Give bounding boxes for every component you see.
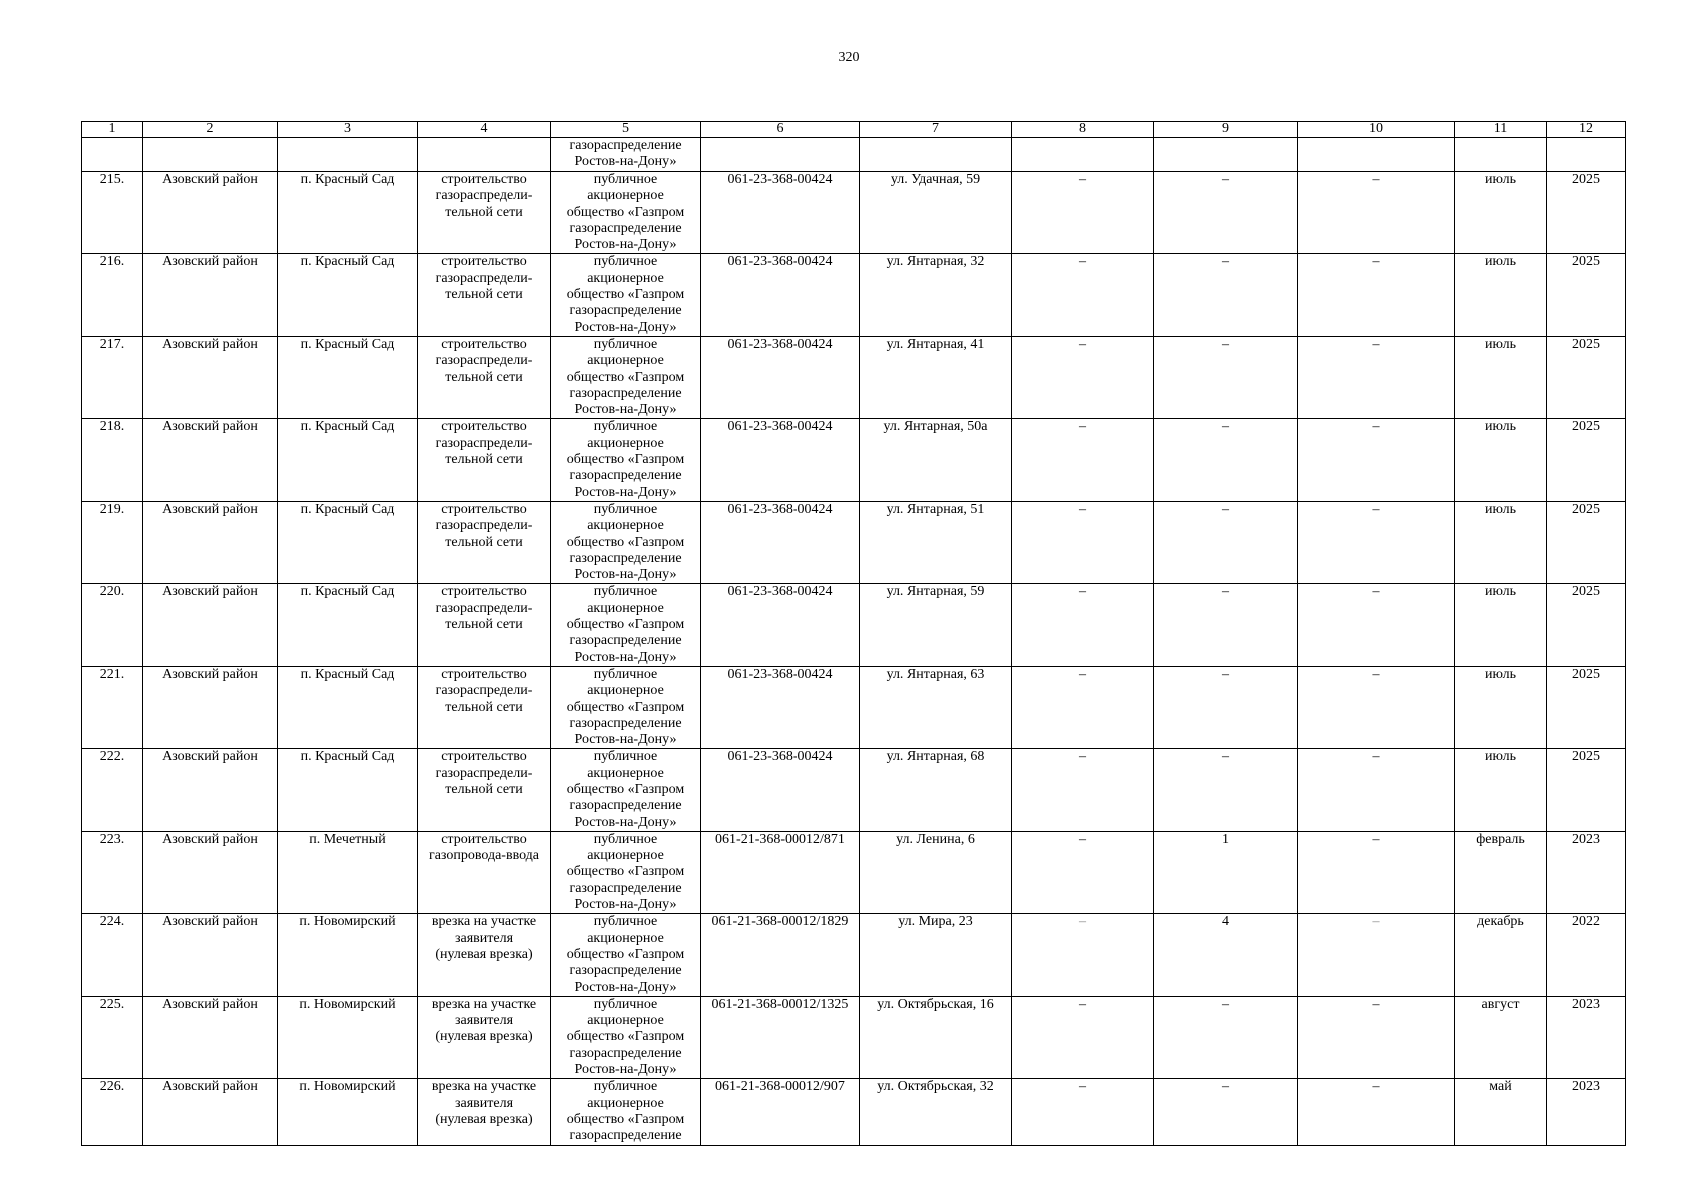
registration-code-cell: 061-23-368-00424	[701, 419, 860, 501]
column-10-cell: –	[1298, 501, 1455, 583]
organization-cell-line: общество «Газпром	[566, 287, 685, 303]
organization-cell-line: общество «Газпром	[566, 617, 685, 633]
organization-cell-line: Ростов-на-Дону»	[574, 732, 677, 748]
organization-cell-line: общество «Газпром	[566, 534, 685, 550]
month-cell: май	[1455, 1079, 1547, 1145]
organization-cell-line: газораспределение	[569, 220, 682, 236]
organization-cell-line: публичное	[593, 501, 658, 517]
column-9-cell: –	[1154, 254, 1298, 336]
organization-cell-line: Ростов-на-Дону»	[574, 897, 677, 913]
work-type-cell-line: тельной сети	[445, 699, 523, 715]
organization-cell	[551, 336, 701, 418]
column-8-cell: –	[1012, 584, 1154, 666]
column-8-cell: –	[1012, 914, 1154, 996]
work-type-cell-line: газораспредели-	[435, 435, 533, 451]
organization-cell-line: публичное	[593, 336, 658, 352]
organization-cell-line: публичное	[593, 419, 658, 435]
locality-cell: п. Красный Сад	[278, 254, 418, 336]
table-row	[82, 1079, 1626, 1145]
column-8-cell: –	[1012, 749, 1154, 831]
row-number: 226.	[82, 1079, 143, 1145]
organization-cell-line: общество «Газпром	[566, 699, 685, 715]
column-10-cell: –	[1298, 584, 1455, 666]
month-cell: июль	[1455, 172, 1547, 254]
column-8-cell: –	[1012, 254, 1154, 336]
table-row	[82, 666, 1626, 748]
work-type-cell-line: тельной сети	[445, 781, 523, 797]
organization-cell-line: публичное	[593, 749, 658, 765]
registration-code-cell: 061-23-368-00424	[701, 501, 860, 583]
work-type-cell-line: строительство	[441, 831, 527, 847]
organization-cell	[551, 749, 701, 831]
organization-cell-line: публичное	[593, 254, 658, 270]
organization-cell-line: общество «Газпром	[566, 1111, 685, 1127]
year-cell: 2023	[1547, 1079, 1626, 1145]
locality-cell: п. Красный Сад	[278, 336, 418, 418]
address-cell: ул. Удачная, 59	[860, 172, 1012, 254]
district-cell: Азовский район	[143, 254, 278, 336]
column-9-cell: –	[1154, 419, 1298, 501]
district-cell: Азовский район	[143, 996, 278, 1078]
address-cell: ул. Октябрьская, 16	[860, 996, 1012, 1078]
organization-cell-line: акционерное	[587, 270, 664, 286]
row-number: 218.	[82, 419, 143, 501]
column-8-cell: –	[1012, 172, 1154, 254]
col-number-3: 3	[278, 122, 418, 138]
organization-cell-line: публичное	[593, 831, 658, 847]
table-row	[82, 419, 1626, 501]
work-type-cell-line: газораспредели-	[435, 188, 533, 204]
organization-cell	[551, 914, 701, 996]
month-cell: февраль	[1455, 831, 1547, 913]
organization-cell-line: публичное	[593, 666, 658, 682]
column-8-cell: –	[1012, 996, 1154, 1078]
organization-cell-line: газораспределение	[569, 385, 682, 401]
registration-code-cell: 061-21-368-00012/1325	[701, 996, 860, 1078]
organization-cell-line: публичное	[593, 584, 658, 600]
table-row	[82, 831, 1626, 913]
organization-cell-line: публичное	[593, 1079, 658, 1095]
address-cell: ул. Янтарная, 41	[860, 336, 1012, 418]
work-type-cell-line: строительство	[441, 254, 527, 270]
column-10-cell: –	[1298, 172, 1455, 254]
organization-cell-line: общество «Газпром	[566, 1029, 685, 1045]
work-type-cell-line: тельной сети	[445, 617, 523, 633]
work-type-cell-line: газопровода-ввода	[428, 848, 540, 864]
column-9-cell: –	[1154, 996, 1298, 1078]
district-cell: Азовский район	[143, 666, 278, 748]
organization-cell-line: Ростов-на-Дону»	[574, 484, 677, 500]
work-type-cell-line: врезка на участке	[431, 914, 537, 930]
month-cell: август	[1455, 996, 1547, 1078]
column-8-cell: –	[1012, 336, 1154, 418]
year-cell: 2022	[1547, 914, 1626, 996]
table-row	[82, 172, 1626, 254]
work-type-cell-line: тельной сети	[445, 287, 523, 303]
year-cell: 2023	[1547, 831, 1626, 913]
address-cell: ул. Ленина, 6	[860, 831, 1012, 913]
table-row	[82, 914, 1626, 996]
work-type-cell	[418, 749, 551, 831]
organization-cell-line: газораспределение	[569, 880, 682, 896]
organization-cell	[551, 254, 701, 336]
col-number-10: 10	[1298, 122, 1455, 138]
column-10-cell: –	[1298, 914, 1455, 996]
work-type-cell	[418, 996, 551, 1078]
column-10-cell: –	[1298, 1079, 1455, 1145]
row-number: 222.	[82, 749, 143, 831]
organization-cell-line: газораспределение	[569, 550, 682, 566]
locality-cell: п. Красный Сад	[278, 666, 418, 748]
work-type-cell-line: строительство	[441, 749, 527, 765]
address-cell: ул. Янтарная, 50а	[860, 419, 1012, 501]
table-row	[82, 749, 1626, 831]
column-9-cell: –	[1154, 501, 1298, 583]
row-number: 223.	[82, 831, 143, 913]
organization-cell-line: акционерное	[587, 353, 664, 369]
organization-cell-line: общество «Газпром	[566, 452, 685, 468]
row-number: 215.	[82, 172, 143, 254]
organization-cell-line: газораспределение	[569, 303, 682, 319]
continuation-org-line: газораспределение	[569, 138, 682, 153]
month-cell: июль	[1455, 666, 1547, 748]
locality-cell: п. Новомирский	[278, 996, 418, 1078]
row-number: 225.	[82, 996, 143, 1078]
organization-cell-line: Ростов-на-Дону»	[574, 814, 677, 830]
organization-cell	[551, 666, 701, 748]
column-8-cell: –	[1012, 419, 1154, 501]
column-10-cell: –	[1298, 336, 1455, 418]
work-type-cell-line: тельной сети	[445, 204, 523, 220]
organization-cell-line: Ростов-на-Дону»	[574, 237, 677, 253]
row-number: 221.	[82, 666, 143, 748]
row-number: 217.	[82, 336, 143, 418]
district-cell: Азовский район	[143, 1079, 278, 1145]
column-8-cell: –	[1012, 666, 1154, 748]
col-number-5: 5	[551, 122, 701, 138]
organization-cell-line: публичное	[593, 172, 658, 187]
organization-cell-line: общество «Газпром	[566, 369, 685, 385]
registration-code-cell: 061-21-368-00012/871	[701, 831, 860, 913]
year-cell: 2025	[1547, 336, 1626, 418]
work-type-cell	[418, 336, 551, 418]
col-number-9: 9	[1154, 122, 1298, 138]
address-cell: ул. Янтарная, 59	[860, 584, 1012, 666]
organization-cell-line: акционерное	[587, 435, 664, 451]
continuation-org-line: Ростов-на-Дону»	[574, 154, 677, 170]
registration-code-cell: 061-23-368-00424	[701, 254, 860, 336]
column-9-cell: –	[1154, 666, 1298, 748]
month-cell: июль	[1455, 336, 1547, 418]
organization-cell-line: акционерное	[587, 1095, 664, 1111]
organization-cell-line: газораспределение	[569, 715, 682, 731]
month-cell: июль	[1455, 584, 1547, 666]
column-9-cell: –	[1154, 1079, 1298, 1145]
registration-code-cell: 061-23-368-00424	[701, 336, 860, 418]
month-cell: июль	[1455, 254, 1547, 336]
district-cell: Азовский район	[143, 584, 278, 666]
table-row	[82, 996, 1626, 1078]
district-cell: Азовский район	[143, 172, 278, 254]
registration-code-cell: 061-23-368-00424	[701, 749, 860, 831]
district-cell: Азовский район	[143, 749, 278, 831]
month-cell: июль	[1455, 749, 1547, 831]
column-9-cell: –	[1154, 172, 1298, 254]
organization-cell-line: Ростов-на-Дону»	[574, 402, 677, 418]
organization-cell-line: газораспределение	[569, 633, 682, 649]
row-number: 220.	[82, 584, 143, 666]
organization-cell-line: акционерное	[587, 1013, 664, 1029]
organization-cell-line: акционерное	[587, 188, 664, 204]
work-type-cell-line: (нулевая врезка)	[435, 946, 533, 962]
year-cell: 2025	[1547, 666, 1626, 748]
organization-cell-line: общество «Газпром	[566, 781, 685, 797]
month-cell: июль	[1455, 501, 1547, 583]
table-body	[82, 122, 1626, 1146]
column-10-cell: –	[1298, 254, 1455, 336]
organization-cell-line: акционерное	[587, 930, 664, 946]
column-8-cell: –	[1012, 1079, 1154, 1145]
locality-cell: п. Красный Сад	[278, 419, 418, 501]
work-type-cell-line: строительство	[441, 666, 527, 682]
work-type-cell-line: тельной сети	[445, 452, 523, 468]
row-number: 224.	[82, 914, 143, 996]
organization-cell	[551, 831, 701, 913]
work-type-cell-line: врезка на участке	[431, 996, 537, 1012]
month-cell: июль	[1455, 419, 1547, 501]
work-type-cell-line: газораспредели-	[435, 600, 533, 616]
work-type-cell	[418, 666, 551, 748]
organization-cell-line: Ростов-на-Дону»	[574, 319, 677, 335]
column-10-cell: –	[1298, 831, 1455, 913]
work-type-cell-line: заявителя	[454, 930, 514, 946]
column-number-row	[82, 122, 1626, 138]
work-type-cell-line: строительство	[441, 336, 527, 352]
work-type-cell-line: газораспредели-	[435, 518, 533, 534]
organization-cell-line: Ростов-на-Дону»	[574, 567, 677, 583]
work-type-cell-line: (нулевая врезка)	[435, 1111, 533, 1127]
table-row	[82, 501, 1626, 583]
organization-cell-line: акционерное	[587, 765, 664, 781]
locality-cell: п. Новомирский	[278, 914, 418, 996]
work-type-cell-line: (нулевая врезка)	[435, 1029, 533, 1045]
continuation-org	[551, 138, 701, 172]
organization-cell-line: акционерное	[587, 683, 664, 699]
year-cell: 2025	[1547, 584, 1626, 666]
col-number-4: 4	[418, 122, 551, 138]
column-9-cell: 1	[1154, 831, 1298, 913]
district-cell: Азовский район	[143, 914, 278, 996]
month-cell: декабрь	[1455, 914, 1547, 996]
table-row	[82, 336, 1626, 418]
organization-cell-line: акционерное	[587, 848, 664, 864]
organization-cell-line: публичное	[593, 996, 658, 1012]
work-type-cell-line: строительство	[441, 172, 527, 187]
organization-cell-line: акционерное	[587, 518, 664, 534]
organization-cell-line: публичное	[593, 914, 658, 930]
work-type-cell-line: газораспредели-	[435, 353, 533, 369]
district-cell: Азовский район	[143, 501, 278, 583]
district-cell: Азовский район	[143, 831, 278, 913]
year-cell: 2025	[1547, 501, 1626, 583]
year-cell: 2025	[1547, 419, 1626, 501]
work-type-cell-line: газораспредели-	[435, 270, 533, 286]
work-type-cell-line: газораспредели-	[435, 683, 533, 699]
address-cell: ул. Октябрьская, 32	[860, 1079, 1012, 1145]
column-9-cell: –	[1154, 584, 1298, 666]
work-type-cell	[418, 1079, 551, 1145]
address-cell: ул. Янтарная, 68	[860, 749, 1012, 831]
year-cell: 2025	[1547, 749, 1626, 831]
column-10-cell: –	[1298, 419, 1455, 501]
organization-cell-line: Ростов-на-Дону»	[574, 649, 677, 665]
locality-cell: п. Красный Сад	[278, 749, 418, 831]
column-9-cell: –	[1154, 336, 1298, 418]
registration-code-cell: 061-23-368-00424	[701, 172, 860, 254]
work-type-cell-line: заявителя	[454, 1095, 514, 1111]
registration-code-cell: 061-23-368-00424	[701, 584, 860, 666]
column-9-cell: 4	[1154, 914, 1298, 996]
locality-cell: п. Мечетный	[278, 831, 418, 913]
work-type-cell	[418, 254, 551, 336]
address-cell: ул. Янтарная, 51	[860, 501, 1012, 583]
col-number-7: 7	[860, 122, 1012, 138]
address-cell: ул. Янтарная, 63	[860, 666, 1012, 748]
year-cell: 2025	[1547, 254, 1626, 336]
work-type-cell-line: строительство	[441, 419, 527, 435]
locality-cell: п. Красный Сад	[278, 501, 418, 583]
column-10-cell: –	[1298, 996, 1455, 1078]
locality-cell: п. Красный Сад	[278, 584, 418, 666]
work-type-cell-line: тельной сети	[445, 369, 523, 385]
organization-cell-line: газораспределение	[569, 1045, 682, 1061]
work-type-cell-line: заявителя	[454, 1013, 514, 1029]
column-8-cell: –	[1012, 501, 1154, 583]
continuation-row	[82, 138, 1626, 172]
row-number: 216.	[82, 254, 143, 336]
work-type-cell	[418, 172, 551, 254]
column-8-cell: –	[1012, 831, 1154, 913]
organization-cell-line: газораспределение	[569, 798, 682, 814]
column-9-cell: –	[1154, 749, 1298, 831]
organization-cell-line: газораспределение	[569, 1128, 682, 1144]
col-number-1: 1	[82, 122, 143, 138]
district-cell: Азовский район	[143, 419, 278, 501]
col-number-2: 2	[143, 122, 278, 138]
address-cell: ул. Мира, 23	[860, 914, 1012, 996]
organization-cell	[551, 584, 701, 666]
work-type-cell	[418, 831, 551, 913]
locality-cell: п. Красный Сад	[278, 172, 418, 254]
page-number: 320	[838, 50, 860, 65]
organization-cell-line: общество «Газпром	[566, 204, 685, 220]
row-number: 219.	[82, 501, 143, 583]
organization-cell	[551, 996, 701, 1078]
organization-cell-line: Ростов-на-Дону»	[574, 1062, 677, 1078]
work-type-cell-line: строительство	[441, 584, 527, 600]
organization-cell	[551, 419, 701, 501]
col-number-8: 8	[1012, 122, 1154, 138]
organization-cell-line: общество «Газпром	[566, 864, 685, 880]
work-type-cell	[418, 584, 551, 666]
year-cell: 2025	[1547, 172, 1626, 254]
organization-cell	[551, 172, 701, 254]
organization-cell-line: акционерное	[587, 600, 664, 616]
organization-cell	[551, 1079, 701, 1145]
table-row	[82, 254, 1626, 336]
column-10-cell: –	[1298, 666, 1455, 748]
district-cell: Азовский район	[143, 336, 278, 418]
year-cell: 2023	[1547, 996, 1626, 1078]
column-10-cell: –	[1298, 749, 1455, 831]
work-type-cell-line: строительство	[441, 501, 527, 517]
registration-code-cell: 061-23-368-00424	[701, 666, 860, 748]
organization-cell-line: газораспределение	[569, 963, 682, 979]
organization-cell-line: Ростов-на-Дону»	[574, 979, 677, 995]
work-type-cell-line: тельной сети	[445, 534, 523, 550]
table-row	[82, 584, 1626, 666]
address-cell: ул. Янтарная, 32	[860, 254, 1012, 336]
registration-code-cell: 061-21-368-00012/1829	[701, 914, 860, 996]
col-number-12: 12	[1547, 122, 1626, 138]
locality-cell: п. Новомирский	[278, 1079, 418, 1145]
registration-code-cell: 061-21-368-00012/907	[701, 1079, 860, 1145]
work-type-cell	[418, 914, 551, 996]
work-type-cell-line: врезка на участке	[431, 1079, 537, 1095]
work-type-cell	[418, 419, 551, 501]
work-type-cell	[418, 501, 551, 583]
organization-cell	[551, 501, 701, 583]
col-number-6: 6	[701, 122, 860, 138]
col-number-11: 11	[1455, 122, 1547, 138]
registry-table	[81, 121, 1626, 1146]
organization-cell-line: газораспределение	[569, 468, 682, 484]
work-type-cell-line: газораспредели-	[435, 765, 533, 781]
organization-cell-line: общество «Газпром	[566, 946, 685, 962]
